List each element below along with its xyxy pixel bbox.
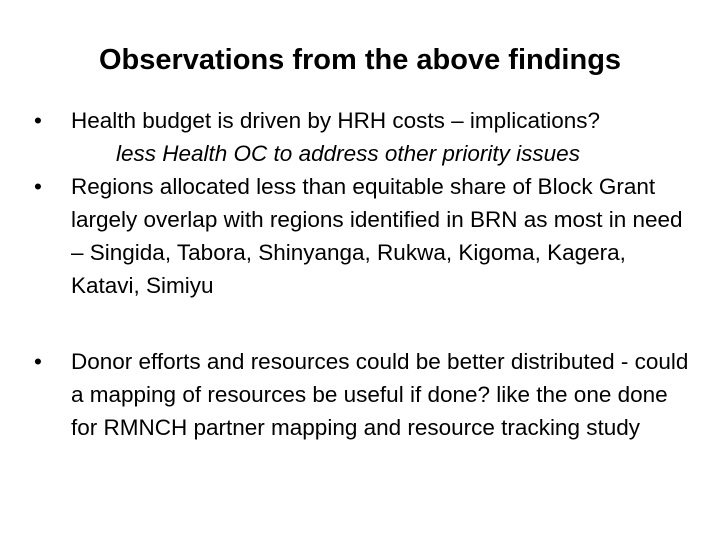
- bullet-list: [34, 104, 694, 444]
- bullet-item-donor-efforts: [34, 345, 694, 444]
- bullet-icon: •: [34, 349, 42, 374]
- bullet-icon: •: [34, 174, 42, 199]
- bullet-item-hrh-costs: [34, 104, 694, 170]
- bullet-text: Health budget is driven by HRH costs – implications?: [71, 108, 600, 133]
- slide-title: Observations from the above findings: [98, 44, 622, 76]
- bullet-icon: •: [34, 108, 42, 133]
- bullet-text: Regions allocated less than equitable share of Block Grant largely overlap with regions identified in BRN as most in need – Singida, Tabora, Shinyanga, Rukwa, Kigoma, Kagera, Katavi, Simiyu: [71, 174, 683, 298]
- bullet-text: Donor efforts and resources could be better distributed - could a mapping of resources be useful if done? like the one done for RMNCH partner mapping and resource tracking study: [71, 349, 689, 440]
- bullet-item-regions: [34, 170, 694, 302]
- bullet-subtext: less Health OC to address other priority issues: [116, 141, 580, 166]
